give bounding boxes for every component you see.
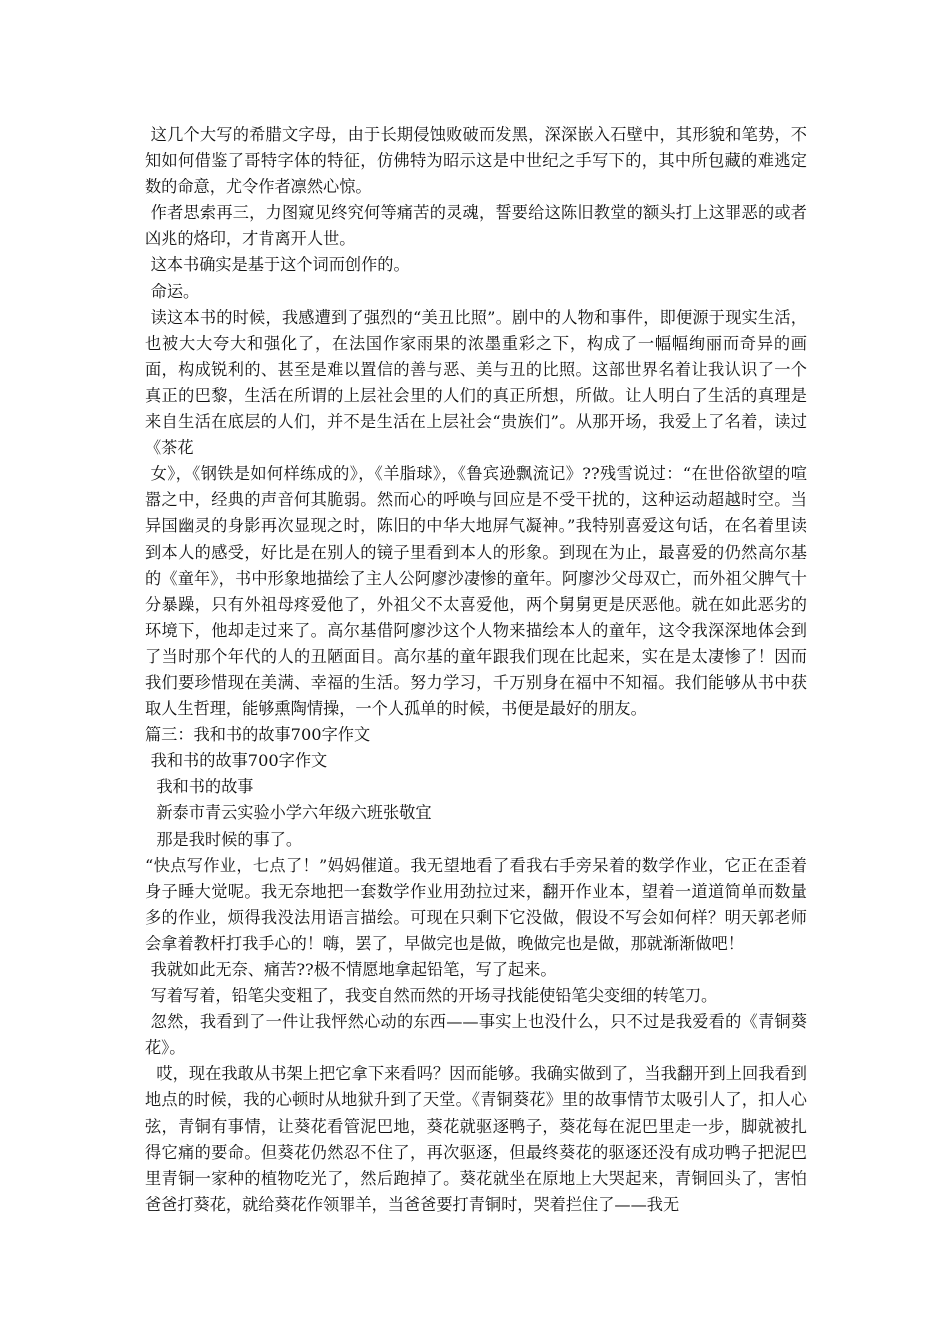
essay-subtitle: 我和书的故事 — [156, 777, 254, 797]
paragraph-2: 作者思索再三，力图窥见终究何等痛苦的灵魂，誓要给这陈旧教堂的额头打上这罪恶的或者凶兆的烙印，才肯离开人世。 — [145, 203, 807, 249]
paragraph-6: 女》，《钢铁是如何样练成的》，《羊脂球》，《鲁宾逊飘流记》??残雪说过：“在世俗欲望的喧嚣之中，经典的声音何其脆弱。然而心的呼唤与回应是不受干扰的，这种运动超越时空。当异国幽灵的身影再次显现之时，陈旧的中华大地屏气凝神。”我特别喜爱这句话，在名着里读到本人的感受，好比是在别人的镜子里看到本人的形象。到现在为止，最喜爱的仍然高尔基的《童年》，书中形象地描绘了主人公阿廖沙凄惨的童年。阿廖沙父母双亡，而外祖父脾气十分暴躁，只有外祖母疼爱他了，外祖父不太喜爱他，两个舅舅更是厌恶他。就在如此恶劣的环境下，他却走过来了。高尔基借阿廖沙这个人物来描绘本人的童年，这令我深深地体会到了当时那个年代的人的丑陋面目。高尔基的童年跟我们现在比起来，实在是太凄惨了！因而我们要珍惜现在美满、幸福的生活。努力学习，千万别身在福中不知福。我们能够从书中获取人生哲理，能够熏陶情操，一个人孤单的时候，书便是最好的朋友。 — [145, 464, 807, 719]
document-page — [145, 122, 807, 1218]
paragraph-15: 忽然，我看到了一件让我怦然心动的东西——事实上也没什么，只不过是我爱看的《青铜葵花》。 — [145, 1012, 807, 1058]
paragraph-5: 读这本书的时候，我感遭到了强烈的“美丑比照”。剧中的人物和事件，即便源于现实生活，也被大大夸大和强化了，在法国作家雨果的浓墨重彩之下，构成了一幅幅绚丽而奇异的画面，构成锐利的、甚至是难以置信的善与恶、美与丑的比照。这部世界名着让我认识了一个真正的巴黎，生活在所谓的上层社会里的人们的真正所想，所做。让人明白了生活的真理是来自生活在底层的人们，并不是生活在上层社会“贵族们”。从那开场，我爱上了名着，读过《茶花 — [145, 307, 807, 458]
author-line: 新泰市青云实验小学六年级六班张敬宜 — [156, 803, 432, 823]
paragraph-11: 那是我时候的事了。 — [156, 829, 303, 849]
paragraph-3: 这本书确实是基于这个词而创作的。 — [150, 255, 410, 275]
essay-title: 我和书的故事700字作文 — [150, 751, 328, 771]
section-heading: 篇三：我和书的故事700字作文 — [145, 725, 371, 745]
paragraph-4: 命运。 — [150, 281, 200, 301]
paragraph-16: 哎，现在我敢从书架上把它拿下来看吗？因而能够。我确实做到了，当我翻开到上回我看到地点的时候，我的心顿时从地狱升到了天堂。《青铜葵花》里的故事情节太吸引人了，扣人心弦，青铜有事情，让葵花看管泥巴地，葵花就驱逐鸭子，葵花每在泥巴里走一步，脚就被扎得它痛的要命。但葵花仍然忍不住了，再次驱逐，但最终葵花的驱逐还没有成功鸭子把泥巴里青铜一家种的植物吃光了，然后跑掉了。葵花就坐在原地上大哭起来，青铜回头了，害怕爸爸打葵花，就给葵花作领罪羊，当爸爸要打青铜时，哭着拦住了——我无 — [145, 1064, 807, 1214]
paragraph-12: “快点写作业，七点了！”妈妈催道。我无望地看了看我右手旁呆着的数学作业，它正在歪着身子睡大觉呢。我无奈地把一套数学作业用劲拉过来，翻开作业本，望着一道道简单而数量多的作业，烦得我没法用语言描绘。可现在只剩下它没做，假设不写会如何样？明天郭老师会拿着教杆打我手心的！嗨，罢了，早做完也是做，晚做完也是做，那就渐渐做吧！ — [145, 855, 807, 953]
paragraph-14: 写着写着，铅笔尖变粗了，我变自然而然的开场寻找能使铅笔尖变细的转笔刀。 — [150, 986, 718, 1006]
paragraph-1: 这几个大写的希腊文字母，由于长期侵蚀败破而发黑，深深嵌入石壁中，其形貌和笔势，不知如何借鉴了哥特字体的特征，仿佛特为昭示这是中世纪之手写下的，其中所包藏的难逃定数的命意，尤令作者凛然心惊。 — [145, 125, 807, 197]
paragraph-13: 我就如此无奈、痛苦??极不情愿地拿起铅笔，写了起来。 — [150, 960, 557, 979]
